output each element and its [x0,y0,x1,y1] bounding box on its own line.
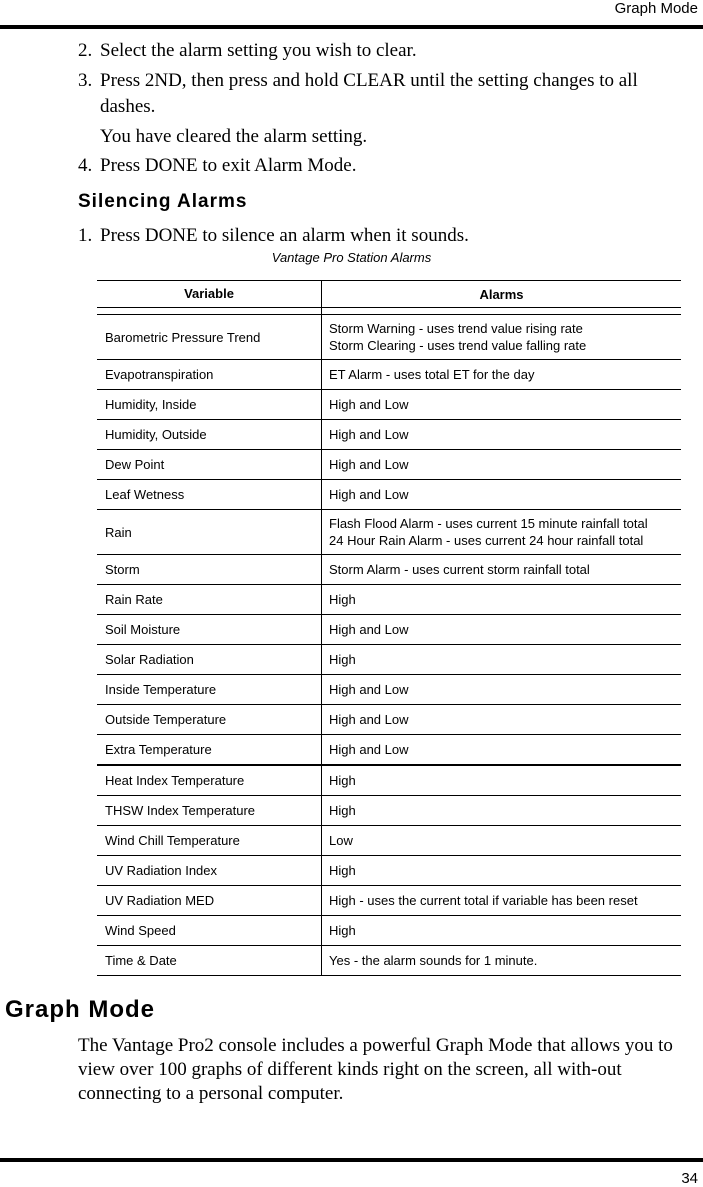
alarm-line: High and Low [329,682,409,697]
alarm-line: 24 Hour Rain Alarm - uses current 24 hour rainfall total [329,533,644,548]
table-caption: Vantage Pro Station Alarms [271,250,432,265]
alarm-line: Storm Alarm - uses current storm rainfall total [329,562,590,577]
step-number: 2. [78,40,93,61]
header-double-rule [97,308,681,315]
alarm-line: High and Low [329,397,409,412]
graph-mode-paragraph: The Vantage Pro2 console includes a powerful Graph Mode that allows you to view over 100 graphs of different kinds right on the screen, all with-out connecting to a personal computer. [78,1035,673,1104]
variable-cell: UV Radiation MED [97,886,322,915]
variable-cell: Soil Moisture [97,615,322,644]
step-3 [78,68,696,120]
alarms-cell [322,480,681,509]
variable-cell: Time & Date [97,946,322,975]
alarms-cell [322,675,681,704]
alarms-cell [322,615,681,644]
step-result-note: You have cleared the alarm setting. [100,126,368,147]
variable-cell: THSW Index Temperature [97,796,322,825]
alarm-line: High [329,652,356,667]
table-row [97,946,681,976]
variable-cell: UV Radiation Index [97,856,322,885]
step-text: Press DONE to silence an alarm when it sounds. [100,225,469,246]
running-header-title: Graph Mode [614,0,698,17]
alarms-cell [322,510,681,554]
alarm-line: High - uses the current total if variable has been reset [329,893,638,908]
header-rule [0,25,703,29]
step-number: 4. [78,155,93,176]
variable-cell: Inside Temperature [97,675,322,704]
page-number: 34 [681,1170,698,1187]
alarms-cell [322,735,681,764]
table-header-row [97,281,681,308]
footer-rule [0,1158,703,1162]
table-row [97,390,681,420]
alarm-line: High and Low [329,712,409,727]
alarms-cell [322,916,681,945]
alarm-line: High [329,773,356,788]
table-row [97,705,681,735]
variable-cell: Storm [97,555,322,584]
variable-cell: Rain [97,510,322,554]
alarms-cell [322,645,681,674]
table-row [97,766,681,796]
alarms-cell [322,585,681,614]
alarms-cell [322,796,681,825]
alarms-cell [322,946,681,975]
alarm-line: High and Low [329,427,409,442]
table-row [97,450,681,480]
table-row [97,886,681,916]
graph-mode-heading: Graph Mode [5,996,156,1023]
step-4 [78,153,696,179]
alarm-line: Low [329,833,353,848]
alarms-table [97,280,681,976]
alarms-cell [322,420,681,449]
table-row [97,510,681,555]
alarms-cell [322,886,681,915]
table-row [97,615,681,645]
alarm-line: High [329,923,356,938]
table-row [97,420,681,450]
alarms-cell [322,390,681,419]
alarm-line: High [329,803,356,818]
silencing-step-1 [78,223,696,249]
column-header-alarms: Alarms [479,286,524,302]
table-row [97,916,681,946]
variable-cell: Rain Rate [97,585,322,614]
alarms-cell [322,450,681,479]
step-text: Press 2ND, then press and hold CLEAR until the setting changes to all dashes. [100,70,638,117]
alarm-line: Flash Flood Alarm - uses current 15 minute rainfall total [329,516,648,531]
table-row [97,856,681,886]
table-row [97,645,681,675]
alarms-cell [322,360,681,389]
alarm-line: High and Low [329,487,409,502]
table-body [97,315,681,976]
variable-cell: Barometric Pressure Trend [97,315,322,359]
variable-cell: Leaf Wetness [97,480,322,509]
table-row [97,826,681,856]
alarm-line: Storm Warning - uses trend value rising rate [329,321,583,336]
variable-cell: Humidity, Inside [97,390,322,419]
alarm-line: Storm Clearing - uses trend value falling rate [329,338,587,353]
variable-cell: Dew Point [97,450,322,479]
variable-cell: Wind Chill Temperature [97,826,322,855]
variable-cell: Extra Temperature [97,735,322,764]
step-number: 1. [78,225,93,246]
alarm-line: High and Low [329,622,409,637]
alarm-line: Yes - the alarm sounds for 1 minute. [329,953,538,968]
alarms-cell [322,826,681,855]
table-row [97,735,681,766]
table-row [97,675,681,705]
table-row [97,796,681,826]
variable-cell: Solar Radiation [97,645,322,674]
table-row [97,585,681,615]
alarms-cell [322,315,681,359]
alarms-cell [322,856,681,885]
alarm-line: High and Low [329,457,409,472]
variable-cell: Outside Temperature [97,705,322,734]
column-header-variable: Variable [97,281,322,307]
step-number: 3. [78,70,93,91]
alarms-cell [322,555,681,584]
alarm-line: High and Low [329,742,409,757]
step-2 [78,38,696,64]
table-row [97,360,681,390]
variable-cell: Heat Index Temperature [97,766,322,795]
alarm-line: High [329,863,356,878]
silencing-alarms-heading: Silencing Alarms [78,191,248,212]
alarm-line: ET Alarm - uses total ET for the day [329,367,535,382]
variable-cell: Humidity, Outside [97,420,322,449]
step-text: Select the alarm setting you wish to clear. [100,40,417,61]
table-row [97,555,681,585]
table-row [97,315,681,360]
alarms-cell [322,705,681,734]
alarm-line: High [329,592,356,607]
table-row [97,480,681,510]
alarms-cell [322,766,681,795]
step-text: Press DONE to exit Alarm Mode. [100,155,357,176]
variable-cell: Evapotranspiration [97,360,322,389]
variable-cell: Wind Speed [97,916,322,945]
